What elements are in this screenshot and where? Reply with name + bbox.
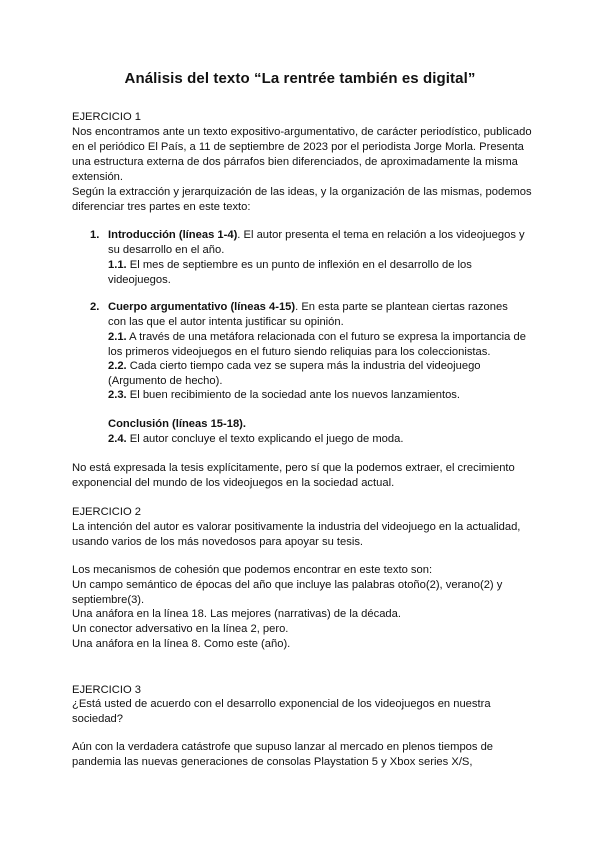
exercise-3-question: ¿Está usted de acuerdo con el desarrollo exponencial de los videojuegos en nuestra sociedad? xyxy=(72,698,491,725)
sub-item-2-4 xyxy=(108,432,528,447)
list-item-cuerpo xyxy=(108,300,528,330)
exercise-2-paragraph-4: Una anáfora en la línea 18. Las mejores (narrativas) de la década. xyxy=(72,608,401,620)
item-label: Introducción (líneas 1-4) xyxy=(108,229,238,241)
sub-item-number: 2.4. xyxy=(108,433,127,445)
exercise-2-heading: EJERCICIO 2 xyxy=(72,506,142,518)
sub-item-text: El autor concluye el texto explicando el juego de moda. xyxy=(126,433,404,445)
item-text: . El autor presenta el tema en relación a los videojuegos y su desarrollo en el año. xyxy=(108,229,525,256)
exercise-3-paragraph: Aún con la verdadera catástrofe que supuso lanzar al mercado en plenos tiempos de pandemia las nuevas generaciones de consolas Playstation 5 y Xbox series X/S, xyxy=(72,741,494,768)
sub-item-number: 2.2. xyxy=(108,360,127,372)
sub-item-text: El mes de septiembre es un punto de inflexión en el desarrollo de los videojuegos. xyxy=(108,259,472,286)
sub-item-number: 2.3. xyxy=(108,389,127,401)
list-item-conclusion xyxy=(108,417,528,432)
sub-item-text: Cada cierto tiempo cada vez se supera más la industria del videojuego (Argumento de hecho). xyxy=(108,360,481,387)
exercise-1-paragraph-2: Según la extracción y jerarquización de las ideas, y la organización de las mismas, podemos diferenciar tres partes en este texto: xyxy=(72,186,532,213)
sub-item-number: 1.1. xyxy=(108,259,127,271)
sub-item-number: 2.1. xyxy=(108,331,127,343)
item-text: . En esta parte se plantean ciertas razones con las que el autor intenta justificar su opinión. xyxy=(108,301,508,328)
exercise-1-heading: EJERCICIO 1 xyxy=(72,111,142,123)
item-label: Cuerpo argumentativo (líneas 4-15) xyxy=(108,301,296,313)
exercise-2-paragraph-5: Un conector adversativo en la línea 2, pero. xyxy=(72,623,289,635)
exercise-2-paragraph-2: Los mecanismos de cohesión que podemos encontrar en este texto son: xyxy=(72,564,433,576)
exercise-1-paragraph-1: Nos encontramos ante un texto expositivo-argumentativo, de carácter periodístico, publicado en el periódico El País, a 11 de septiembre de 2023 por el periodista Jorge Morla. Presenta una estructura externa de dos párrafos bien diferenciados, de aproximadamente la misma extensión. xyxy=(72,126,532,183)
list-item-introduccion xyxy=(108,228,528,258)
exercise-1-thesis-paragraph: No está expresada la tesis explícitamente, pero sí que la podemos extraer, el crecimiento exponencial del mundo de los videojuegos en la sociedad actual. xyxy=(72,462,515,489)
sub-item-2-3 xyxy=(108,388,528,403)
exercise-3-heading: EJERCICIO 3 xyxy=(72,684,142,696)
sub-item-2-2 xyxy=(108,359,528,389)
list-number-2: 2. xyxy=(90,301,100,313)
document-title: Análisis del texto “La rentrée también es digital” xyxy=(124,70,476,87)
sub-item-2-1 xyxy=(108,330,528,360)
sub-item-text: El buen recibimiento de la sociedad ante los nuevos lanzamientos. xyxy=(126,389,461,401)
item-label: Conclusión (líneas 15-18). xyxy=(108,418,247,430)
exercise-2-paragraph-1: La intención del autor es valorar positivamente la industria del videojuego en la actualidad, usando varios de los más novedosos para apoyar su tesis. xyxy=(72,521,521,548)
exercise-2-paragraph-3: Un campo semántico de épocas del año que incluye las palabras otoño(2), verano(2) y septiembre(3). xyxy=(72,579,503,606)
exercise-2-paragraph-6: Una anáfora en la línea 8. Como este (año). xyxy=(72,638,291,650)
sub-item-text: A través de una metáfora relacionada con el futuro se expresa la importancia de los primeros videojuegos en el futuro siendo reliquias para los coleccionistas. xyxy=(108,331,526,358)
sub-item-1-1 xyxy=(108,258,528,288)
list-number-1: 1. xyxy=(90,229,100,241)
